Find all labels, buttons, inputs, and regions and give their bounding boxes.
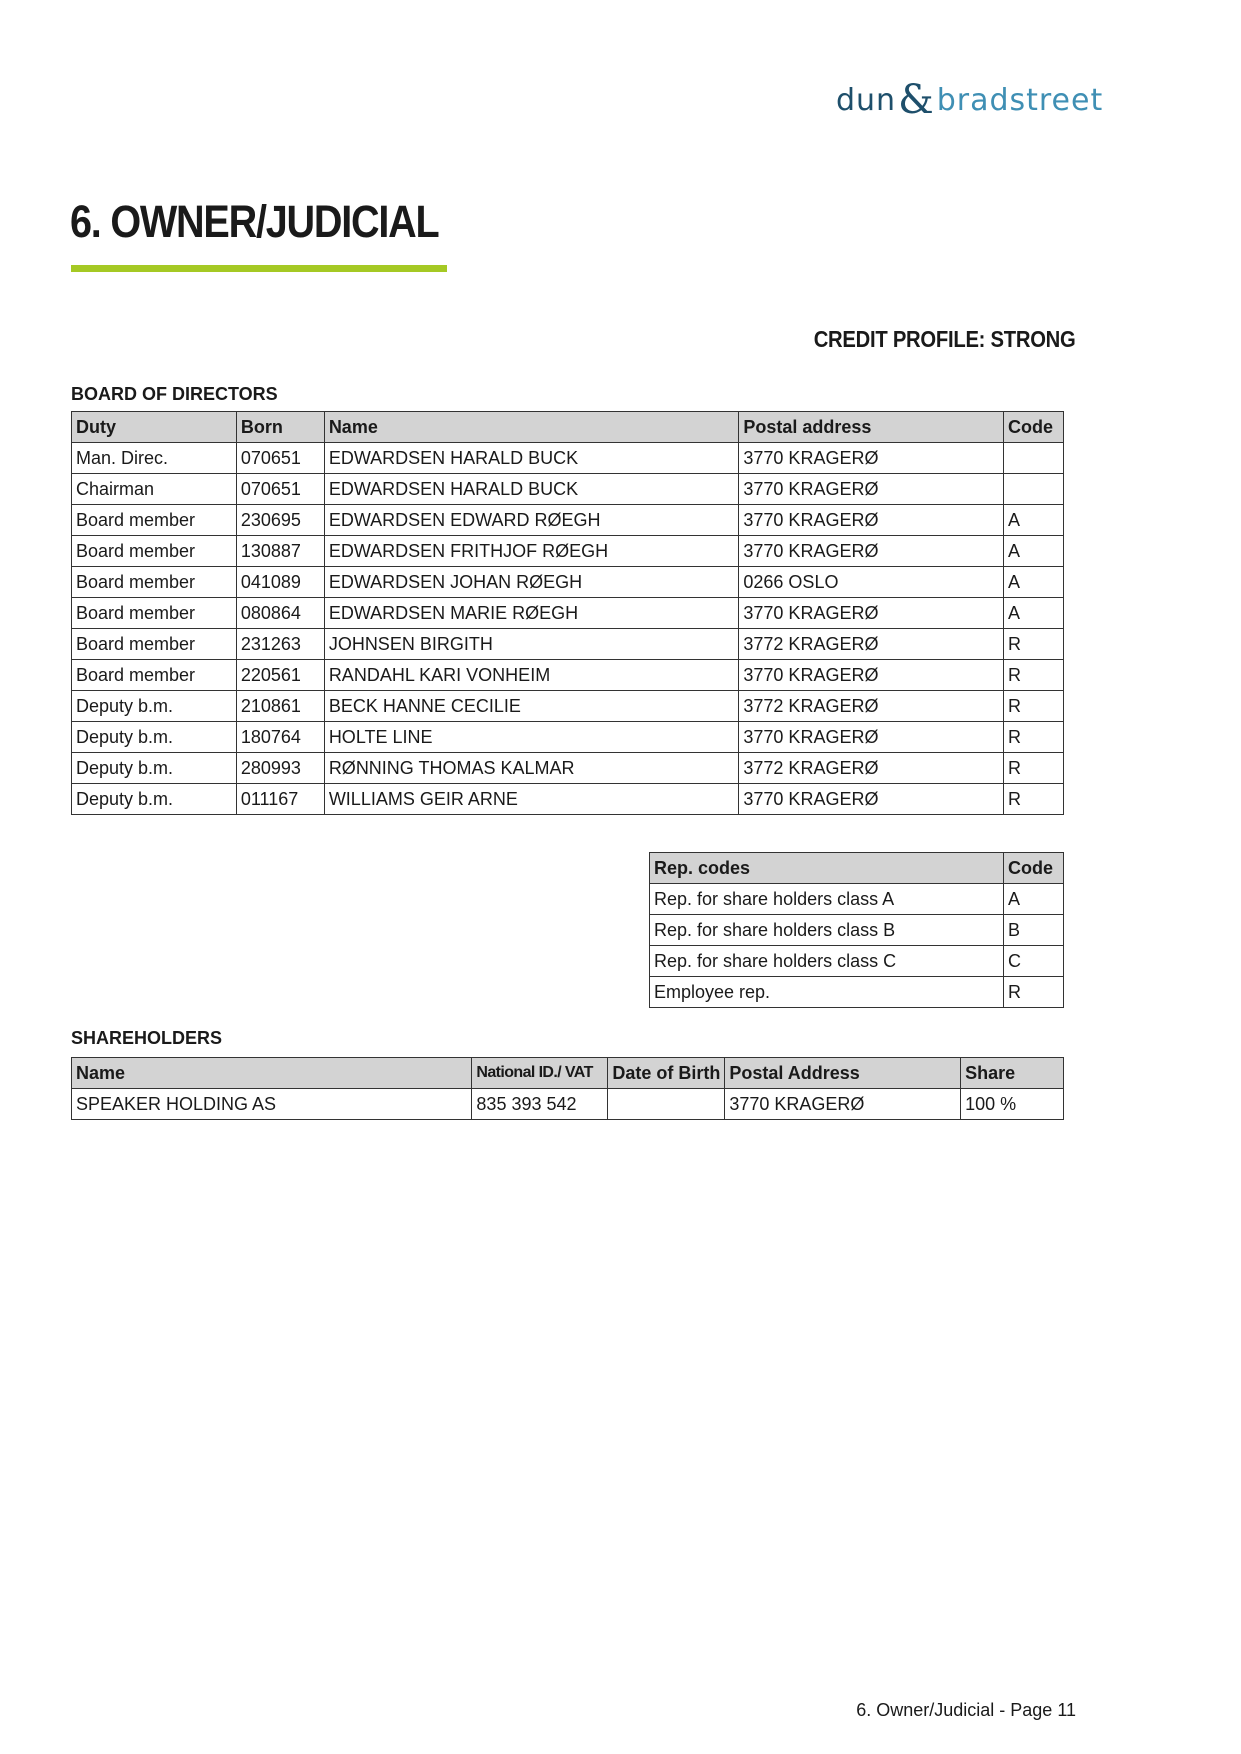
- cell-name: EDWARDSEN HARALD BUCK: [324, 474, 739, 505]
- cell-share: 100 %: [961, 1089, 1064, 1120]
- cell-duty: Deputy b.m.: [72, 691, 237, 722]
- cell-postal-address: 3770 KRAGERØ: [725, 1089, 961, 1120]
- cell-postal-address: 3770 KRAGERØ: [739, 505, 1004, 536]
- cell-name: JOHNSEN BIRGITH: [324, 629, 739, 660]
- table-row: [72, 691, 1064, 722]
- table-row: [72, 598, 1064, 629]
- cell-rep-code-description: Rep. for share holders class A: [650, 884, 1004, 915]
- board-table: [71, 411, 1064, 815]
- cell-code: R: [1004, 977, 1064, 1008]
- cell-code: R: [1003, 691, 1063, 722]
- cell-born: 130887: [236, 536, 324, 567]
- cell-born: 070651: [236, 443, 324, 474]
- cell-name: EDWARDSEN MARIE RØEGH: [324, 598, 739, 629]
- cell-name: HOLTE LINE: [324, 722, 739, 753]
- rep-codes-table: [649, 852, 1064, 1008]
- logo-ampersand: &: [898, 77, 935, 123]
- cell-duty: Board member: [72, 505, 237, 536]
- cell-rep-code-description: Rep. for share holders class B: [650, 915, 1004, 946]
- cell-born: 011167: [236, 784, 324, 815]
- board-header-row: [72, 412, 1064, 443]
- cell-code: [1003, 474, 1063, 505]
- cell-postal-address: 3770 KRAGERØ: [739, 443, 1004, 474]
- credit-profile: CREDIT PROFILE: STRONG: [814, 326, 1076, 352]
- cell-postal-address: 3770 KRAGERØ: [739, 536, 1004, 567]
- cell-code: A: [1003, 505, 1063, 536]
- cell-date-of-birth: [608, 1089, 725, 1120]
- cell-postal-address: 0266 OSLO: [739, 567, 1004, 598]
- cell-postal-address: 3770 KRAGERØ: [739, 722, 1004, 753]
- cell-duty: Board member: [72, 536, 237, 567]
- table-row: [72, 629, 1064, 660]
- cell-name: SPEAKER HOLDING AS: [72, 1089, 472, 1120]
- cell-rep-code-description: Employee rep.: [650, 977, 1004, 1008]
- cell-born: 220561: [236, 660, 324, 691]
- cell-code: [1003, 443, 1063, 474]
- cell-code: B: [1004, 915, 1064, 946]
- logo-text-bradstreet: bradstreet: [936, 82, 1104, 118]
- table-row: [72, 1089, 1064, 1120]
- col-header-postal-address: Postal Address: [725, 1058, 961, 1089]
- cell-code: A: [1004, 884, 1064, 915]
- cell-rep-code-description: Rep. for share holders class C: [650, 946, 1004, 977]
- cell-born: 280993: [236, 753, 324, 784]
- cell-born: 231263: [236, 629, 324, 660]
- cell-duty: Board member: [72, 567, 237, 598]
- table-row: [72, 443, 1064, 474]
- table-row: [72, 784, 1064, 815]
- cell-code: R: [1003, 660, 1063, 691]
- cell-postal-address: 3770 KRAGERØ: [739, 784, 1004, 815]
- cell-code: R: [1003, 722, 1063, 753]
- cell-duty: Chairman: [72, 474, 237, 505]
- shareholders-section-label: SHAREHOLDERS: [71, 1028, 223, 1048]
- title-underline: [71, 265, 447, 272]
- cell-postal-address: 3772 KRAGERØ: [739, 629, 1004, 660]
- cell-born: 041089: [236, 567, 324, 598]
- cell-name: EDWARDSEN FRITHJOF RØEGH: [324, 536, 739, 567]
- table-row: [72, 567, 1064, 598]
- dnb-logo: [836, 77, 1104, 123]
- cell-name: WILLIAMS GEIR ARNE: [324, 784, 739, 815]
- cell-postal-address: 3770 KRAGERØ: [739, 598, 1004, 629]
- shareholders-header-row: [72, 1058, 1064, 1089]
- cell-born: 230695: [236, 505, 324, 536]
- cell-code: A: [1003, 536, 1063, 567]
- cell-name: EDWARDSEN HARALD BUCK: [324, 443, 739, 474]
- cell-name: EDWARDSEN JOHAN RØEGH: [324, 567, 739, 598]
- col-header-name: Name: [324, 412, 739, 443]
- table-row: [72, 753, 1064, 784]
- cell-name: RANDAHL KARI VONHEIM: [324, 660, 739, 691]
- cell-duty: Deputy b.m.: [72, 753, 237, 784]
- table-row: [72, 722, 1064, 753]
- col-header-date-of-birth: Date of Birth: [608, 1058, 725, 1089]
- table-row: [650, 977, 1064, 1008]
- page-footer: 6. Owner/Judicial - Page 11: [856, 1700, 1076, 1720]
- cell-code: C: [1004, 946, 1064, 977]
- col-header-share: Share: [961, 1058, 1064, 1089]
- cell-born: 070651: [236, 474, 324, 505]
- table-row: [72, 660, 1064, 691]
- cell-duty: Board member: [72, 598, 237, 629]
- table-row: [650, 946, 1064, 977]
- cell-code: R: [1003, 784, 1063, 815]
- col-header-code: Code: [1003, 412, 1063, 443]
- cell-duty: Deputy b.m.: [72, 722, 237, 753]
- col-header-postal-address: Postal address: [739, 412, 1004, 443]
- cell-duty: Board member: [72, 629, 237, 660]
- col-header-born: Born: [236, 412, 324, 443]
- cell-born: 210861: [236, 691, 324, 722]
- page-title: 6. OWNER/JUDICIAL: [70, 196, 439, 247]
- col-header-rep-codes: Rep. codes: [650, 853, 1004, 884]
- col-header-code: Code: [1004, 853, 1064, 884]
- cell-code: A: [1003, 598, 1063, 629]
- cell-postal-address: 3772 KRAGERØ: [739, 753, 1004, 784]
- logo-text-dun: dun: [836, 82, 897, 118]
- cell-code: A: [1003, 567, 1063, 598]
- cell-code: R: [1003, 753, 1063, 784]
- cell-postal-address: 3772 KRAGERØ: [739, 691, 1004, 722]
- col-header-name: Name: [72, 1058, 472, 1089]
- col-header-national-id: National ID./ VAT: [472, 1058, 608, 1089]
- rep-codes-header-row: [650, 853, 1064, 884]
- cell-duty: Man. Direc.: [72, 443, 237, 474]
- cell-born: 180764: [236, 722, 324, 753]
- cell-name: EDWARDSEN EDWARD RØEGH: [324, 505, 739, 536]
- col-header-duty: Duty: [72, 412, 237, 443]
- cell-name: RØNNING THOMAS KALMAR: [324, 753, 739, 784]
- board-section-label: BOARD OF DIRECTORS: [71, 384, 278, 404]
- shareholders-table: [71, 1057, 1064, 1120]
- table-row: [72, 474, 1064, 505]
- table-row: [650, 884, 1064, 915]
- cell-name: BECK HANNE CECILIE: [324, 691, 739, 722]
- table-row: [72, 536, 1064, 567]
- cell-duty: Deputy b.m.: [72, 784, 237, 815]
- cell-born: 080864: [236, 598, 324, 629]
- cell-national-id: 835 393 542: [472, 1089, 608, 1120]
- cell-postal-address: 3770 KRAGERØ: [739, 474, 1004, 505]
- cell-postal-address: 3770 KRAGERØ: [739, 660, 1004, 691]
- cell-code: R: [1003, 629, 1063, 660]
- cell-duty: Board member: [72, 660, 237, 691]
- table-row: [650, 915, 1064, 946]
- table-row: [72, 505, 1064, 536]
